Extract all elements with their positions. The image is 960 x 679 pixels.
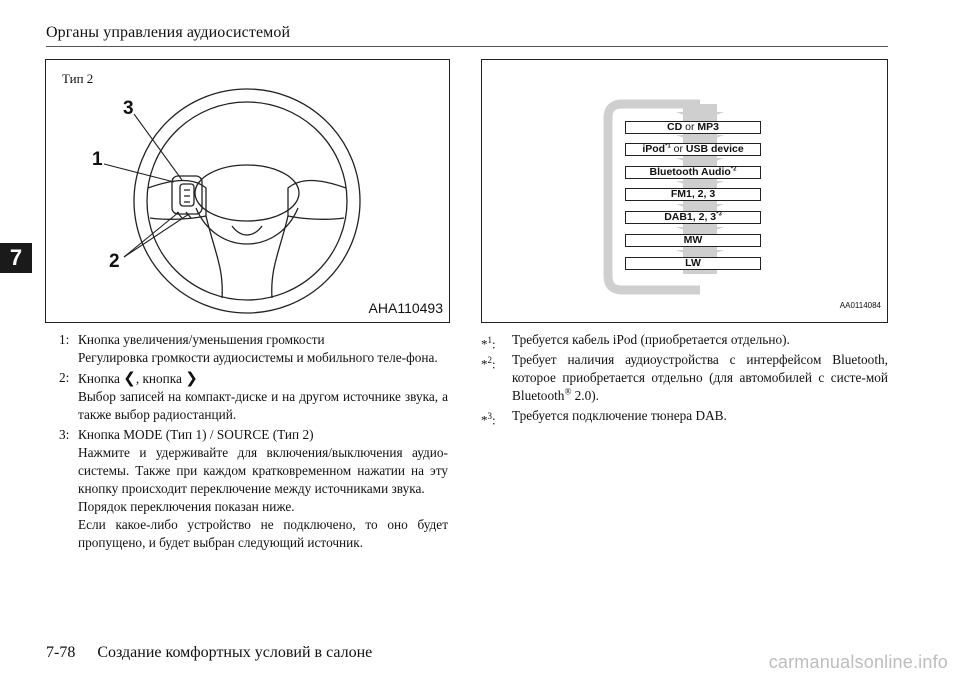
control-descriptions xyxy=(59,331,448,554)
figure-code: AHA110493 xyxy=(368,300,443,316)
page-number: 7-78 xyxy=(46,644,76,661)
page-footer xyxy=(46,644,372,662)
mode-label: Bluetooth Audio xyxy=(649,166,731,178)
item-mode xyxy=(59,426,448,552)
item-seek xyxy=(59,369,448,424)
footnote-text: Требуется кабель iPod (приобретается отдельно). xyxy=(512,332,790,347)
mode-item-lw xyxy=(625,257,761,270)
mode-item-fm xyxy=(625,188,761,201)
footnote-mark: *$^2$: xyxy=(481,355,496,372)
item-title: Кнопка увеличения/уменьшения громкости xyxy=(78,332,325,347)
mode-label: DAB1, 2, 3 xyxy=(664,211,717,223)
footnote-2 xyxy=(481,351,888,405)
item-volume xyxy=(59,331,448,367)
footnote-mark: *$^1$: xyxy=(481,335,496,352)
item-body: Если какое-либо устройство не подключено, то оно будет пропущено, и будет выбран следующий источник. xyxy=(78,517,448,550)
item-title-part: Кнопка xyxy=(78,371,124,386)
item-body: Нажмите и удерживайте для включения/выключения аудио-системы. Также при каждом кратковременном нажатии на эту кнопку происходит переключение между источниками звука. xyxy=(78,445,448,496)
item-title-part: , кнопка xyxy=(135,371,186,386)
mode-item-dab xyxy=(625,211,761,224)
footnotes xyxy=(481,331,888,427)
steering-wheel-illustration xyxy=(46,60,449,322)
mode-label: iPod xyxy=(642,143,666,155)
mode-label: MW xyxy=(683,234,703,246)
mode-tail: MP3 xyxy=(697,121,719,133)
chevron-left-icon: ❮ xyxy=(123,369,136,387)
footnote-1 xyxy=(481,331,888,352)
mode-tail: USB device xyxy=(685,143,744,155)
mode-or: or xyxy=(670,143,686,155)
mode-sequence-figure xyxy=(481,59,888,323)
watermark: carmanualsonline.info xyxy=(768,652,948,672)
footnote-3 xyxy=(481,407,888,428)
item-title xyxy=(78,369,448,388)
item-body: Регулировка громкости аудиосистемы и мобильного теле-фона. xyxy=(78,350,438,365)
mode-label: LW xyxy=(685,257,701,269)
item-body: Выбор записей на компакт-диске и на другом источнике звука, а также выбор радиостанций. xyxy=(78,389,448,422)
mode-item-bluetooth xyxy=(625,166,761,179)
callout-1: 1 xyxy=(92,149,103,170)
mode-sup: *2 xyxy=(730,166,737,173)
registered-icon: ® xyxy=(564,386,572,397)
footnote-text: Требуется подключение тюнера DAB. xyxy=(512,408,727,423)
figure-code: AA0114084 xyxy=(839,301,881,310)
header-title: Органы управления аудиосистемой xyxy=(46,24,291,41)
mode-label: CD xyxy=(667,121,683,133)
mode-item-ipod-usb xyxy=(625,143,761,156)
section-title: Создание комфортных условий в салоне xyxy=(97,644,373,661)
footnote-text: Требует наличия аудиоустройства с интерфейсом Bluetooth, которое приобретается отдельно (для автомобилей с систе-мой Bluetooth® 2.0). xyxy=(512,352,888,403)
figure-type-label: Тип 2 xyxy=(62,71,94,86)
mode-item-mw xyxy=(625,234,761,247)
item-title: Кнопка MODE (Тип 1) / SOURCE (Тип 2) xyxy=(78,427,314,442)
mode-list xyxy=(482,60,887,322)
mode-label: FM1, 2, 3 xyxy=(670,188,716,200)
chevron-right-icon: ❯ xyxy=(185,369,198,387)
header-rule xyxy=(46,46,888,47)
item-number: 1: xyxy=(59,332,70,347)
item-number: 3: xyxy=(59,427,70,442)
callout-2: 2 xyxy=(109,251,120,272)
footnote-mark: *$^3$: xyxy=(481,411,496,428)
callout-3: 3 xyxy=(123,98,134,119)
chapter-tab: 7 xyxy=(0,243,32,273)
steering-wheel-figure xyxy=(45,59,450,323)
mode-or: or xyxy=(682,121,698,133)
item-body: Порядок переключения показан ниже. xyxy=(78,499,295,514)
mode-sup: *1 xyxy=(665,143,671,150)
item-number: 2: xyxy=(59,370,70,385)
mode-sup: *3 xyxy=(716,211,722,218)
mode-item-cd-mp3 xyxy=(625,121,761,134)
